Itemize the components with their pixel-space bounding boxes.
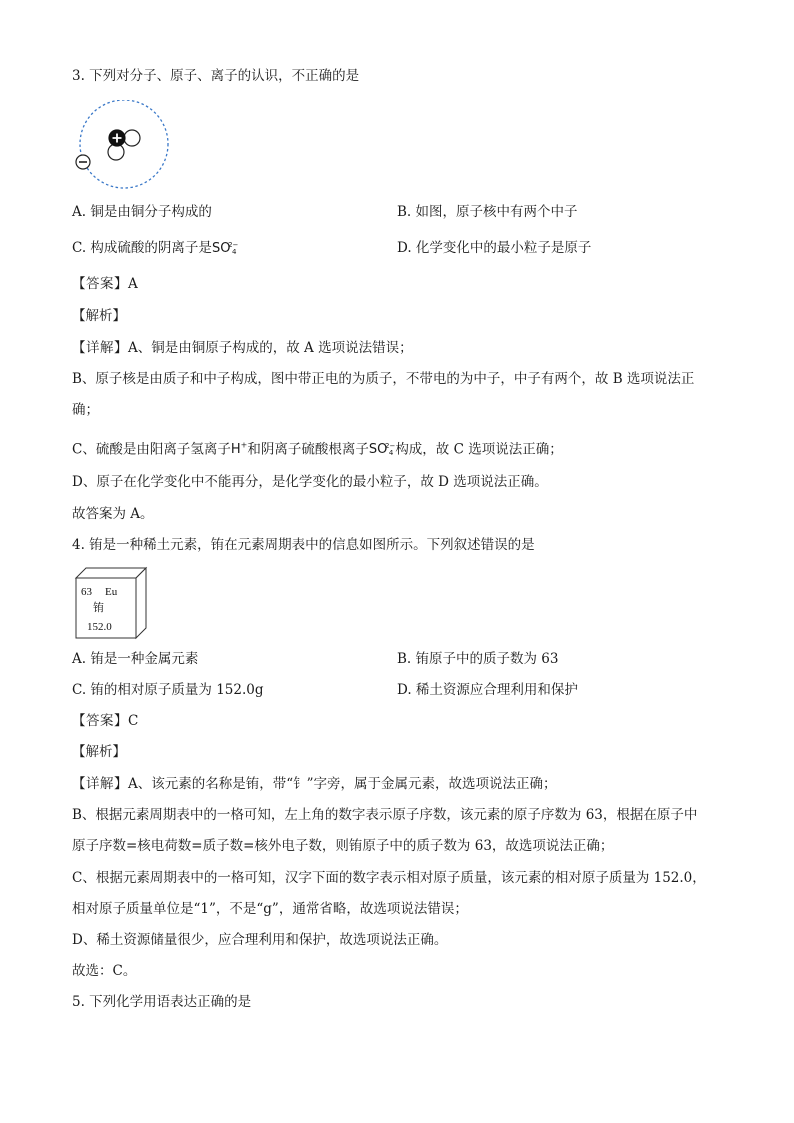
europium-periodic-table-cell — [72, 564, 152, 640]
q3-detail-d: D、原子在化学变化中不能再分，是化学变化的最小粒子，故 D 选项说法正确。 — [72, 474, 548, 490]
ion-subscript: 4 — [231, 248, 237, 256]
q4-detail-b1: B、根据元素周期表中的一格可知，左上角的数字表示原子序数，该元素的原子序数为 63，根据在原子中 — [72, 807, 698, 823]
atom-model-diagram — [72, 100, 172, 192]
q4-detail-c2: 相对原子质量单位是“1”，不是“g”，通常省略，故选项说法错误； — [72, 901, 468, 917]
sulfate-ion-formula — [212, 240, 238, 258]
detail-tag: 【详解】 — [72, 340, 128, 356]
cell-top-face — [76, 568, 146, 578]
detail-c-mid: 和阴离子硫酸根离子 — [247, 441, 369, 458]
q3-detail-a — [72, 339, 413, 357]
q3-detail-b2: 确； — [72, 402, 99, 418]
ion-charge: 2− — [384, 442, 396, 451]
answer-tag: 【答案】 — [72, 276, 128, 292]
ion-charge: + — [240, 441, 248, 450]
answer-tag: 【答案】 — [72, 713, 128, 729]
element-symbol: Eu — [105, 586, 118, 598]
ion-symbol: SO — [211, 241, 231, 256]
q3-option-a: A. 铜是由铜分子构成的 — [72, 204, 212, 220]
ion-symbol: H — [230, 442, 241, 458]
detail-c-pre: C、硫酸是由阳离子氢离子 — [72, 441, 231, 458]
detail-text: A、铜是由铜原子构成的，故 A 选项说法错误； — [128, 340, 413, 356]
atomic-mass: 152.0 — [87, 621, 112, 633]
q3-detail-c — [72, 437, 563, 459]
q4-detail-d: D、稀土资源储量很少，应合理利用和保护，故选项说法正确。 — [72, 932, 448, 948]
q4-option-d: D. 稀土资源应合理利用和保护 — [397, 682, 578, 698]
ion-charge: 2− — [228, 241, 239, 249]
atomic-number: 63 — [81, 586, 92, 598]
q5-stem: 5. 下列化学用语表达正确的是 — [72, 994, 252, 1010]
q4-option-a: A. 铕是一种金属元素 — [72, 651, 199, 667]
detail-text: A、该元素的名称是铕，带“钅”字旁，属于金属元素，故选项说法正确； — [128, 776, 557, 792]
q3-option-b: B. 如图，原子核中有两个中子 — [397, 204, 578, 220]
q3-option-d: D. 化学变化中的最小粒子是原子 — [397, 240, 592, 256]
sulfate-ion-formula — [369, 441, 395, 459]
answer-value: A — [128, 276, 138, 292]
q3-option-c — [72, 239, 238, 258]
answer-value: C — [128, 713, 139, 729]
hydrogen-ion-formula — [231, 442, 247, 457]
q4-conclusion: 故选：C。 — [72, 963, 137, 979]
ion-symbol: SO — [368, 442, 388, 458]
q3-detail-b1: B、原子核是由质子和中子构成，图中带正电的为质子，不带电的为中子，中子有两个，故 B 选项说法正 — [72, 371, 695, 387]
detail-tag: 【详解】 — [72, 776, 128, 792]
q4-option-b: B. 铕原子中的质子数为 63 — [397, 651, 559, 667]
detail-c-post: 构成，故 C 选项说法正确； — [395, 441, 563, 458]
q4-detail-a — [72, 775, 557, 793]
q4-option-c: C. 铕的相对原子质量为 152.0g — [72, 682, 264, 698]
q3-conclusion: 故答案为 A。 — [72, 506, 154, 522]
element-name: 铕 — [93, 602, 104, 614]
q3-stem: 3. 下列对分子、原子、离子的认识，不正确的是 — [72, 68, 360, 84]
ion-subscript: 4 — [388, 449, 394, 458]
q3-analysis-tag: 【解析】 — [72, 308, 126, 324]
neutron — [124, 130, 140, 146]
q3-option-c-text: C. 构成硫酸的阴离子是 — [72, 240, 212, 256]
q3-answer — [72, 275, 138, 293]
q4-detail-c1: C、根据元素周期表中的一格可知，汉字下面的数字表示相对原子质量，该元素的相对原子质量为 152.0， — [72, 870, 706, 886]
q4-detail-b2: 原子序数=核电荷数=质子数=核外电子数，则铕原子中的质子数为 63，故选项说法正确； — [72, 838, 614, 854]
q4-answer — [72, 712, 138, 730]
cell-side-face — [136, 568, 146, 638]
q4-analysis-tag: 【解析】 — [72, 744, 126, 760]
q4-stem: 4. 铕是一种稀土元素，铕在元素周期表中的信息如图所示。下列叙述错误的是 — [72, 537, 535, 553]
electron-orbit — [80, 100, 168, 188]
